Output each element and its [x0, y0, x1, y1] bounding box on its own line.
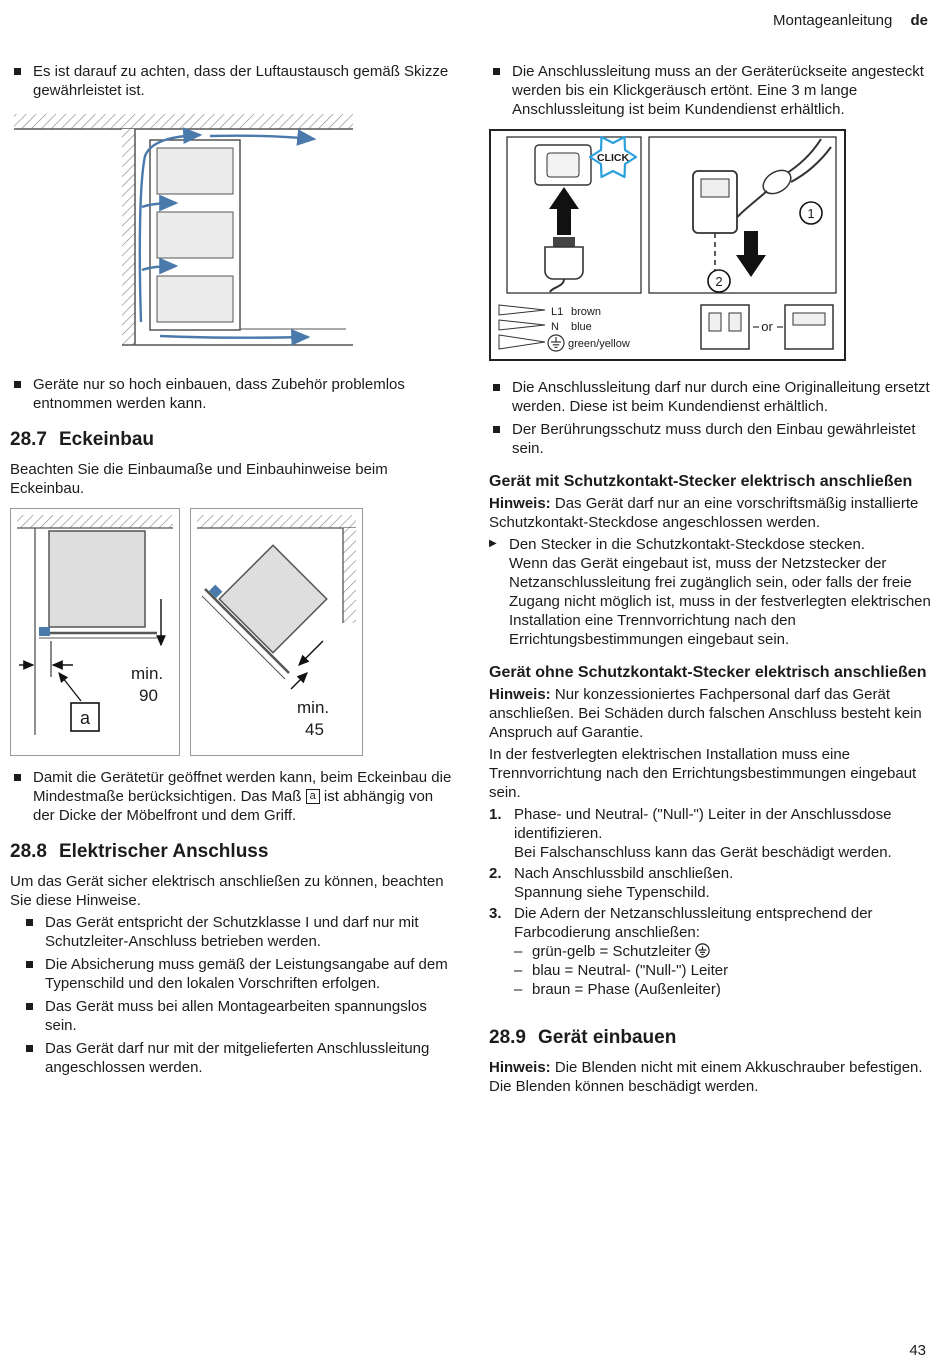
numbered-step-1: [489, 805, 934, 862]
right-column: [489, 62, 934, 1099]
bullet-item-spannungslos: [22, 997, 455, 1035]
bullet-square-icon: [493, 384, 500, 391]
bullet-square-icon: [26, 961, 33, 968]
bullet-item-cable-click: [489, 62, 934, 119]
appliance-top-view: [39, 531, 157, 638]
dash-marker: –: [514, 962, 523, 979]
wire-color-item-pe: [514, 942, 934, 961]
page-number: 43: [909, 1342, 926, 1359]
doc-title: Montageanleitung: [773, 12, 893, 29]
step-body: [514, 904, 934, 999]
bullet-text: [33, 768, 455, 825]
wire-color-text: [532, 942, 710, 961]
wire-color-label: grün-gelb = Schutzleiter: [532, 943, 691, 960]
wire-pe-color: green/yellow: [568, 338, 630, 350]
bullet-text: Das Gerät muss bei allen Montagearbeiten spannungslos sein.: [45, 998, 427, 1034]
instruction-detail: Wenn das Gerät eingebaut ist, muss der Netzstecker der Netzanschlussleitung frei zugänglich sein, oder falls der freie Zugang nicht möglich ist, muss in der festverlegten elektrischen Installation eine Trennvorrichtung nach den Errichtungsbestimmungen eingebaut sein.: [509, 555, 931, 648]
letter-a-callout: [59, 673, 99, 731]
step-body: [514, 805, 934, 862]
step-number: 2.: [489, 865, 502, 882]
left-column: [10, 62, 455, 1099]
ground-icon: [548, 335, 564, 351]
wire-l1-color: brown: [571, 306, 601, 318]
figure-corner-left: [10, 508, 180, 756]
page-header: [773, 12, 928, 29]
ceiling-hatch: [14, 114, 353, 129]
left-wall-hatch: [122, 129, 135, 345]
wire-color-text: braun = Phase (Außenleiter): [532, 981, 721, 998]
figure-airflow: [10, 110, 455, 363]
instruction-text: Den Stecker in die Schutzkontakt-Steckdose stecken.: [509, 536, 866, 553]
bullet-text: Der Berührungsschutz muss durch den Einbau gewährleistet sein.: [512, 421, 916, 457]
numbered-steps: [489, 805, 934, 999]
figure-electrical-connection: [489, 129, 934, 366]
bullet-square-icon: [26, 1003, 33, 1010]
hinweis-text: Nur konzessioniertes Fachpersonal darf das Gerät anschließen. Bei Schäden durch falschen Anschluss besteht kein Anspruch auf Garantie.: [489, 686, 922, 741]
two-column-layout: [10, 62, 934, 1099]
bullet-text: Geräte nur so hoch einbauen, dass Zubehör problemlos entnommen werden kann.: [33, 376, 405, 412]
bullet-text: Die Anschlussleitung muss an der Geräterückseite angesteckt werden bis ein Klickgeräusch ertönt. Eine 3 m lange Anschlussleitung ist beim Kundendienst erhältlich.: [512, 63, 924, 118]
step-text-2: Spannung siehe Typenschild.: [514, 884, 710, 901]
corner-left-diagram: [15, 513, 175, 746]
corner-right-diagram: [195, 513, 358, 746]
bullet-item-air-exchange: [10, 62, 455, 100]
bullet-item-original-cable: [489, 378, 934, 416]
instruction-body: [509, 535, 934, 649]
bullet-square-icon: [14, 68, 21, 75]
bullet-text: Die Absicherung muss gemäß der Leistungsangabe auf dem Typenschild und den lokalen Vorschriften erfolgen.: [45, 956, 448, 992]
bullet-square-icon: [493, 426, 500, 433]
hinweis-label: Hinweis:: [489, 1059, 551, 1076]
ground-symbol-icon: [695, 943, 710, 958]
bullet-square-icon: [26, 919, 33, 926]
step-text: Phase- und Neutral- ("Null-") Leiter in der Anschlussdose identifizieren.: [514, 806, 892, 842]
subheading-with-plug: Gerät mit Schutzkontakt-Stecker elektrisch anschließen: [489, 473, 913, 490]
min-label: min.: [297, 698, 330, 717]
figure-corner-right: [190, 508, 363, 756]
bullet-item-anschlussleitung: [22, 1039, 455, 1077]
step-text-2: Bei Falschanschluss kann das Gerät beschädigt werden.: [514, 844, 892, 861]
min-value: 90: [139, 686, 158, 705]
hinweis-text: Das Gerät darf nur an eine vorschriftsmäßig installierte Schutzkontakt-Steckdose angeschlossen werden.: [489, 495, 919, 531]
letter-a-label: a: [79, 708, 91, 728]
bullet-square-icon: [493, 68, 500, 75]
bullet-text: Es ist darauf zu achten, dass der Luftaustausch gemäß Skizze gewährleistet ist.: [33, 63, 449, 99]
dash-marker: –: [514, 943, 523, 960]
installation-paragraph: In der festverlegten elektrischen Installation muss eine Trennvorrichtung nach den Errichtungsbestimmungen eingebaut sein.: [489, 746, 917, 801]
section-title: Gerät einbauen: [537, 1027, 677, 1048]
section-heading-elektrischer-anschluss: [10, 841, 455, 863]
hinweis-label: Hinweis:: [489, 495, 551, 512]
appliance-diagonal: [202, 545, 327, 679]
step-text: Die Adern der Netzanschlussleitung entsprechend der Farbcodierung anschließen:: [514, 905, 873, 941]
bullet-item-beruehrungsschutz: [489, 420, 934, 458]
wire-color-item-l: [514, 980, 934, 999]
wire-n-color: blue: [571, 321, 592, 333]
bullet-item-install-height: [10, 375, 455, 413]
bullet-text: Das Gerät entspricht der Schutzklasse I und darf nur mit Schutzleiter-Anschluss betrieben werden.: [45, 914, 419, 950]
dash-marker: –: [514, 981, 523, 998]
step-number: 3.: [489, 905, 502, 922]
subheading-without-plug: Gerät ohne Schutzkontakt-Stecker elektrisch anschließen: [489, 664, 927, 681]
hinweis-label: Hinweis:: [489, 686, 551, 703]
section-heading-geraet-einbauen: [489, 1027, 934, 1049]
bullet-text: Das Gerät darf nur mit der mitgelieferten Anschlussleitung angeschlossen werden.: [45, 1040, 430, 1076]
figure-row-corner: [10, 508, 455, 756]
dimension-a-badge: a: [306, 789, 320, 804]
wire-l1-code: L1: [551, 306, 564, 318]
or-label: or: [761, 319, 773, 334]
bullet-square-icon: [14, 381, 21, 388]
section-number: 28.8: [10, 841, 47, 862]
svg-text:1: 1: [807, 206, 815, 221]
section-number: 28.9: [489, 1027, 526, 1048]
hinge-marker: [39, 627, 50, 636]
bullet-text: Die Anschlussleitung darf nur durch eine Originalleitung ersetzt werden. Diese ist beim Kundendienst erhältlich.: [512, 379, 930, 415]
airflow-diagram: [10, 110, 357, 358]
electric-intro-paragraph: Um das Gerät sicher elektrisch anschließen zu können, beachten Sie diese Hinweise.: [10, 873, 444, 909]
svg-text:2: 2: [715, 274, 723, 289]
section-heading-eckeinbau: [10, 429, 455, 451]
numbered-step-3: [489, 904, 934, 999]
step-body: [514, 864, 934, 902]
min-label: min.: [131, 664, 164, 683]
hinweis-text: Die Blenden nicht mit einem Akkuschrauber befestigen. Die Blenden können beschädigt werden.: [489, 1059, 923, 1095]
bullet-item-door-clearance: [10, 768, 455, 825]
door-note-post: ist abhängig von der Dicke der Möbelfront und dem Griff.: [33, 788, 434, 824]
step-1-badge: [800, 202, 822, 224]
section-number: 28.7: [10, 429, 47, 450]
electrical-diagram: [489, 129, 846, 361]
instruction-step-plug: [489, 535, 934, 649]
hinweis-paragraph-install: [489, 1058, 934, 1096]
numbered-step-2: [489, 864, 934, 902]
step-2-badge: [708, 270, 730, 292]
hinweis-paragraph: [489, 685, 934, 742]
corner-intro-paragraph: Beachten Sie die Einbaumaße und Einbauhinweise beim Eckeinbau.: [10, 461, 388, 497]
bullet-square-icon: [14, 774, 21, 781]
socket: [535, 145, 591, 185]
click-label: CLICK: [596, 152, 630, 164]
section-title: Elektrischer Anschluss: [58, 841, 269, 862]
cabinet-section: [150, 140, 240, 330]
bullet-square-icon: [26, 1045, 33, 1052]
wire-color-text: blau = Neutral- ("Null-") Leiter: [532, 962, 729, 979]
dimension-arrows: [291, 641, 323, 689]
language-code: de: [910, 12, 928, 29]
wire-n-code: N: [551, 321, 559, 333]
triangle-bullet-icon: ▶: [489, 538, 497, 549]
min-value: 45: [305, 720, 324, 739]
step-number: 1.: [489, 806, 502, 823]
door-note-pre: Damit die Gerätetür geöffnet werden kann, beim Eckeinbau die Mindestmaße berücksichtigen. Das Maß: [33, 769, 452, 805]
wire-color-item-n: [514, 961, 934, 980]
bullet-item-absicherung: [22, 955, 455, 993]
hinweis-paragraph: [489, 494, 934, 532]
bullet-item-schutzklasse: [22, 913, 455, 951]
step-text: Nach Anschlussbild anschließen.: [514, 865, 734, 882]
section-title: Eckeinbau: [58, 429, 155, 450]
